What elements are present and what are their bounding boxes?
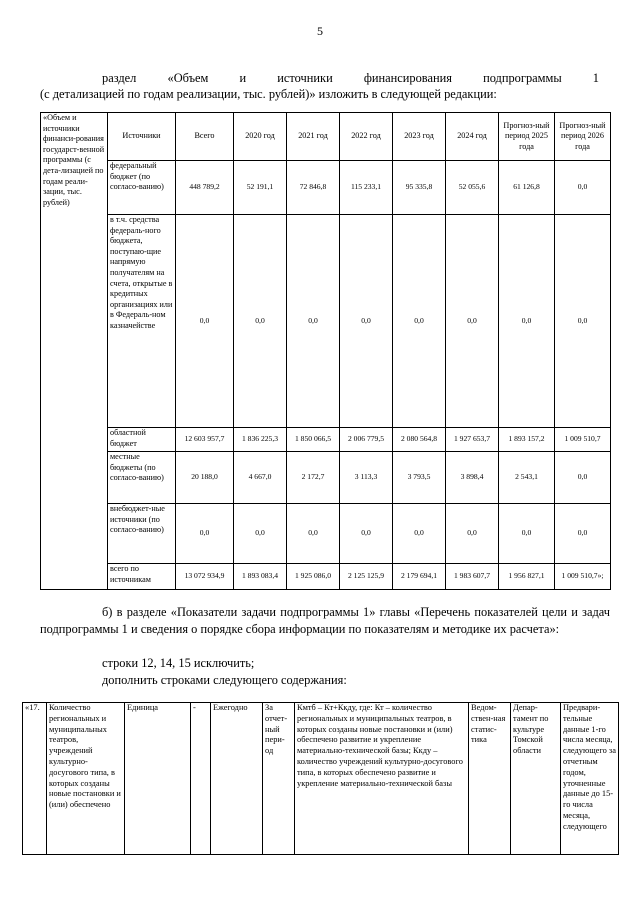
- value-cell: 1 927 653,7: [446, 428, 499, 452]
- header-2021: 2021 год: [287, 113, 340, 161]
- value-cell: 2 179 694,1: [393, 564, 446, 590]
- source-federal: федеральный бюджет (по согласо-ванию): [108, 161, 176, 215]
- section-b-delete-rows: строки 12, 14, 15 исключить;: [102, 656, 255, 670]
- value-cell: 52 191,1: [234, 161, 287, 215]
- value-cell: 2 006 779,5: [340, 428, 393, 452]
- source-federal-direct: в т.ч. средства федераль-ного бюджета, поступаю-щие напрямую получателям на счета, открытые в кредитных организациях или в Федераль-ном казначействе: [108, 215, 176, 428]
- value-cell: 13 072 934,9: [176, 564, 234, 590]
- header-forecast-2026: Прогноз-ный период 2026 года: [555, 113, 611, 161]
- value-cell: 0,0: [340, 215, 393, 428]
- value-cell: 1 956 827,1: [499, 564, 555, 590]
- value-cell: 1 893 157,2: [499, 428, 555, 452]
- value-cell: 448 789,2: [176, 161, 234, 215]
- value-cell: 1 983 607,7: [446, 564, 499, 590]
- value-cell: 4 667,0: [234, 452, 287, 504]
- value-cell: 0,0: [555, 504, 611, 564]
- header-total: Всего: [176, 113, 234, 161]
- indicator-formula: Кмтб – Кт+Ккду, где: Кт – количество региональных и муниципальных театров, в которых созданы новые постановки и (или) обеспечено развитие и укрепление материально-технической базы; Ккду – количество учреждений культурно-досугового типа, в которых обеспечено развитие и укрепление материально-технической базы: [295, 703, 469, 855]
- value-cell: 115 233,1: [340, 161, 393, 215]
- value-cell: 0,0: [176, 215, 234, 428]
- indicator-dash: -: [191, 703, 211, 855]
- header-sources: Источники: [108, 113, 176, 161]
- page-number: 5: [317, 24, 323, 38]
- source-extrabudget: внебюджет-ные источники (по согласо-ванию): [108, 504, 176, 564]
- value-cell: 2 172,7: [287, 452, 340, 504]
- indicator-data-source: Ведом-ствен-ная статис-тика: [469, 703, 511, 855]
- value-cell: 0,0: [499, 215, 555, 428]
- value-cell: 3 898,4: [446, 452, 499, 504]
- value-cell: 12 603 957,7: [176, 428, 234, 452]
- value-cell: 1 009 510,7»;: [555, 564, 611, 590]
- indicator-responsible: Депар-тамент по культуре Томской области: [511, 703, 561, 855]
- value-cell: 0,0: [555, 215, 611, 428]
- header-2023: 2023 год: [393, 113, 446, 161]
- value-cell: 0,0: [393, 215, 446, 428]
- indicator-row-number: «17.: [23, 703, 47, 855]
- source-total: всего по источникам: [108, 564, 176, 590]
- value-cell: 1 836 225,3: [234, 428, 287, 452]
- value-cell: 3 113,3: [340, 452, 393, 504]
- value-cell: 0,0: [287, 504, 340, 564]
- value-cell: 52 055,6: [446, 161, 499, 215]
- intro-line-1: раздел «Объем и источники финансирования подпрограммы 1: [102, 71, 599, 85]
- source-regional: областной бюджет: [108, 428, 176, 452]
- value-cell: 95 335,8: [393, 161, 446, 215]
- value-cell: 2 543,1: [499, 452, 555, 504]
- value-cell: 2 125 125,9: [340, 564, 393, 590]
- indicator-deadline: Предвари-тельные данные 1-го числа месяца, следующего за отчетным годом, уточненные данные до 15-го числа месяца, следующего: [561, 703, 619, 855]
- value-cell: 20 188,0: [176, 452, 234, 504]
- header-2020: 2020 год: [234, 113, 287, 161]
- value-cell: 0,0: [555, 161, 611, 215]
- value-cell: 1 009 510,7: [555, 428, 611, 452]
- value-cell: 72 846,8: [287, 161, 340, 215]
- indicator-time-frame: За отчет-ный пери-од: [263, 703, 295, 855]
- indicator-periodicity: Ежегодно: [211, 703, 263, 855]
- value-cell: 0,0: [340, 504, 393, 564]
- value-cell: 0,0: [555, 452, 611, 504]
- value-cell: 0,0: [446, 504, 499, 564]
- value-cell: 1 893 083,4: [234, 564, 287, 590]
- value-cell: 0,0: [499, 504, 555, 564]
- intro-line-2: (с детализацией по годам реализации, тыс. рублей)» изложить в следующей редакции:: [40, 87, 497, 101]
- source-local: местные бюджеты (по согласо-ванию): [108, 452, 176, 504]
- section-b-add-rows: дополнить строками следующего содержания:: [102, 673, 347, 687]
- value-cell: 0,0: [287, 215, 340, 428]
- header-forecast-2025: Прогноз-ный период 2025 года: [499, 113, 555, 161]
- value-cell: 0,0: [234, 215, 287, 428]
- value-cell: 1 850 066,5: [287, 428, 340, 452]
- finance-table: [40, 112, 611, 590]
- header-2024: 2024 год: [446, 113, 499, 161]
- value-cell: 1 925 086,0: [287, 564, 340, 590]
- value-cell: 0,0: [176, 504, 234, 564]
- indicator-name: Количество региональных и муниципальных театров, учреждений культурно-досугового типа, в которых созданы новые постановки и (или) обеспечено: [47, 703, 125, 855]
- header-2022: 2022 год: [340, 113, 393, 161]
- value-cell: 0,0: [234, 504, 287, 564]
- value-cell: 2 080 564,8: [393, 428, 446, 452]
- section-b-paragraph: б) в разделе «Показатели задачи подпрограммы 1» главы «Перечень показателей цели и задач подпрограммы 1 и сведения о порядке сбора информации по показателям и методике их расчета»:: [40, 605, 610, 636]
- finance-row-label: «Объем и источники финанси-рования государст-венной программы (с дета-лизацией по годам реали-зации, тыс. рублей): [41, 113, 108, 590]
- value-cell: 3 793,5: [393, 452, 446, 504]
- indicator-unit: Единица: [125, 703, 191, 855]
- value-cell: 0,0: [393, 504, 446, 564]
- value-cell: 61 126,8: [499, 161, 555, 215]
- value-cell: 0,0: [446, 215, 499, 428]
- indicator-table: [22, 702, 619, 855]
